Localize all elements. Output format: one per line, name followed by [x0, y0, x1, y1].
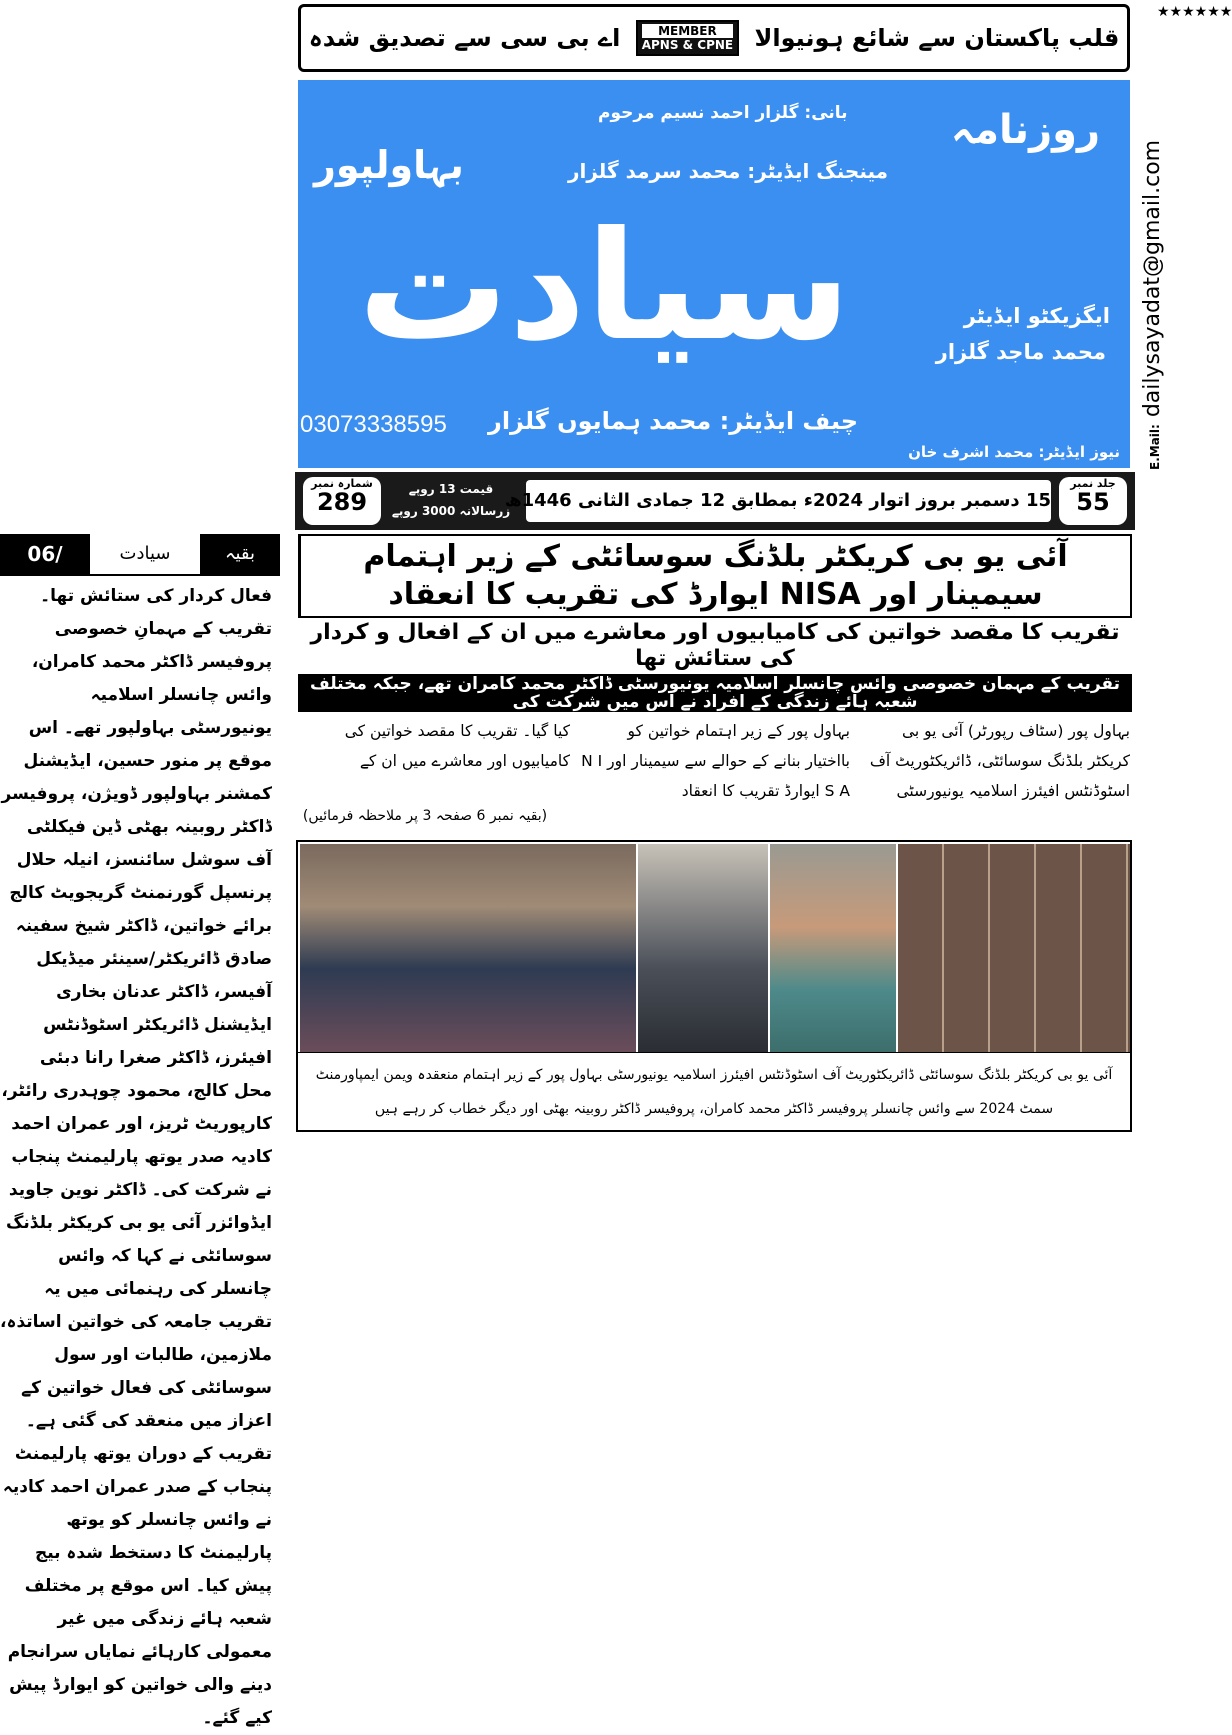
story-column-3: [300, 716, 570, 776]
continuation-label: بقیہ: [200, 534, 280, 574]
masthead: [298, 80, 1130, 468]
issue-label: شمارہ نمبر: [311, 477, 373, 490]
continuation-paper: سیادت: [119, 543, 171, 564]
story-column-1: بہاول پور (سٹاف رپورٹر) آئی یو بی کریکٹر بلڈنگ سوسائٹی، ڈائریکٹوریٹ آف اسٹوڈنٹس افیئرز اسلامیہ یونیورسٹی: [869, 722, 1130, 800]
story-column-2: بہاول پور کے زیر اہتمام خواتین کو بااختیار بنانے کے حوالے سے سیمینار اور N I S A ایوارڈ تقریب کا انعقاد: [581, 722, 850, 800]
info-bar: [295, 472, 1135, 530]
continuation-text: فعال کردار کی ستائش تھا۔ تقریب کے مہمانِ خصوصی پروفیسر ڈاکٹر محمد کامران، وائس چانسلر اسلامیہ یونیورسٹی بہاولپور تھے۔ اس موقع پر منور حسین، ایڈیشنل کمشنر بہاولپور ڈویژن، پروفیسر ڈاکٹر روبینہ بھٹی ڈین فیکلٹی آف سوشل سائنسز، انیلہ حلال پرنسپل گورنمنٹ گریجویٹ کالج برائے خواتین، ڈاکٹر شیخ سفینہ صادق ڈائریکٹر/سینئر میڈیکل آفیسر، ڈاکٹر عدنان بخاری ایڈیشنل ڈائریکٹر اسٹوڈنٹس افیئرز، ڈاکٹر صغرا رانا دبئی محل کالج، محمود چوہدری رائٹر، کارپوریٹ ٹریز، اور عمران احمد کادیہ صدر یوتھ پارلیمنٹ پنجاب نے شرکت کی۔ ڈاکٹر نوین جاوید ایڈوائزر آئی یو بی کریکٹر بلڈنگ سوسائٹی نے کہا کہ وائس چانسلر کی رہنمائی میں یہ تقریب جامعہ کی خواتین اساتذہ، ملازمین، طالبات اور سول سوسائٹی کی فعال خواتین کے اعزاز میں منعقد کی گئی ہے۔ تقریب کے دوران یوتھ پارلیمنٹ پنجاب کے صدر عمران احمد کادیہ نے وائس چانسلر کو یوتھ پارلیمنٹ کا دستخط شدہ بیج پیش کیا۔ اس موقع پر مختلف شعبہ ہائے زندگی میں غیر معمولی کارہائے نمایاں سرانجام دینے والی خواتین کو ایوارڈ پیش کیے گئے۔: [0, 586, 272, 1728]
price-box: [387, 478, 515, 522]
city: بہاولپور: [314, 143, 464, 187]
member-bottom: APNS & CPNE: [641, 38, 734, 52]
story-column-3-text: کیا گیا۔ تقریب کا مقصد خواتین کی کامیابیوں اور معاشرے میں ان کے: [344, 722, 570, 770]
volume-label: جلد نمبر: [1070, 477, 1116, 490]
tagline-left: قلب پاکستان سے شائع ہونیوالا: [754, 24, 1120, 52]
story-highlight-bar: تقریب کے مہمان خصوصی وائس چانسلر اسلامیہ یونیورسٹی ڈاکٹر محمد کامران تھے، جبکہ مختلف شعبہ ہائے زندگی کے افراد نے اس میں شرکت کی: [298, 674, 1132, 712]
price: قیمت 13 روپے: [408, 482, 494, 496]
roznama: روزنامہ: [950, 107, 1100, 153]
continuation-header: [0, 534, 280, 576]
stars-decoration: ★★★★★★: [1157, 4, 1232, 20]
tagline-box: [298, 4, 1130, 72]
paper-title: سیادت: [358, 200, 851, 374]
chief-editor: چیف ایڈیٹر: محمد ہمایوں گلزار: [488, 407, 859, 435]
news-editor: نیوز ایڈیٹر: محمد اشرف خان: [908, 443, 1120, 461]
member-badge: [636, 20, 739, 57]
executive-editor: محمد ماجد گلزار: [935, 340, 1106, 364]
tagline-right: اے بی سی سے تصدیق شدہ: [308, 24, 621, 52]
member-top: MEMBER: [642, 24, 733, 38]
date-line: 15 دسمبر بروز اتوار 2024ء بمطابق 12 جمادی الثانی 1446ھ: [526, 480, 1051, 522]
speaker-photo-male: [638, 844, 768, 1052]
email-address: dailysayadat@gmail.com: [1140, 139, 1165, 418]
speaker-photo-female: [770, 844, 896, 1052]
annual-price: زرسالانہ 3000 روپے: [391, 504, 511, 518]
phone-number: 03073338595: [300, 411, 447, 438]
email-line: [1140, 140, 1165, 470]
continuation-number: 06/: [0, 534, 90, 574]
audience-photo: [300, 844, 636, 1052]
volume-number: 55: [1076, 488, 1110, 516]
story-headline: آئی یو بی کریکٹر بلڈنگ سوسائٹی کے زیر اہتمام سیمینار اور NISA ایوارڈ کی تقریب کا انعقاد: [298, 534, 1132, 618]
continued-note: (بقیہ نمبر 6 صفحہ 3 پر ملاحظہ فرمائیں): [302, 808, 548, 824]
managing-editor: مینجنگ ایڈیٹر: محمد سرمد گلزار: [568, 159, 889, 183]
issue-box: [303, 477, 381, 525]
email-label: E.Mail:: [1148, 424, 1162, 470]
issue-number: 289: [316, 488, 368, 516]
founder: بانی: گلزار احمد نسیم مرحوم: [598, 103, 848, 123]
photo-caption: آئی یو بی کریکٹر بلڈنگ سوسائٹی ڈائریکٹوریٹ آف اسٹوڈنٹس افیئرز اسلامیہ یونیورسٹی بہاول پور کے زیر اہتمام منعقدہ ویمن ایمپاورمنٹ سمٹ 2024 سے وائس چانسلر پروفیسر ڈاکٹر محمد کامران، پروفیسر ڈاکٹر روبینہ بھٹی اور دیگر خطاب کر رہے ہیں: [315, 1067, 1113, 1117]
awardees-grid-photo: [898, 844, 1130, 1052]
story-subheadline: تقریب کا مقصد خواتین کی کامیابیوں اور معاشرے میں ان کے افعال و کردار کی ستائش تھا: [310, 620, 1120, 671]
executive-editor-label: ایگزیکٹو ایڈیٹر: [963, 304, 1110, 328]
volume-box: [1059, 477, 1127, 525]
